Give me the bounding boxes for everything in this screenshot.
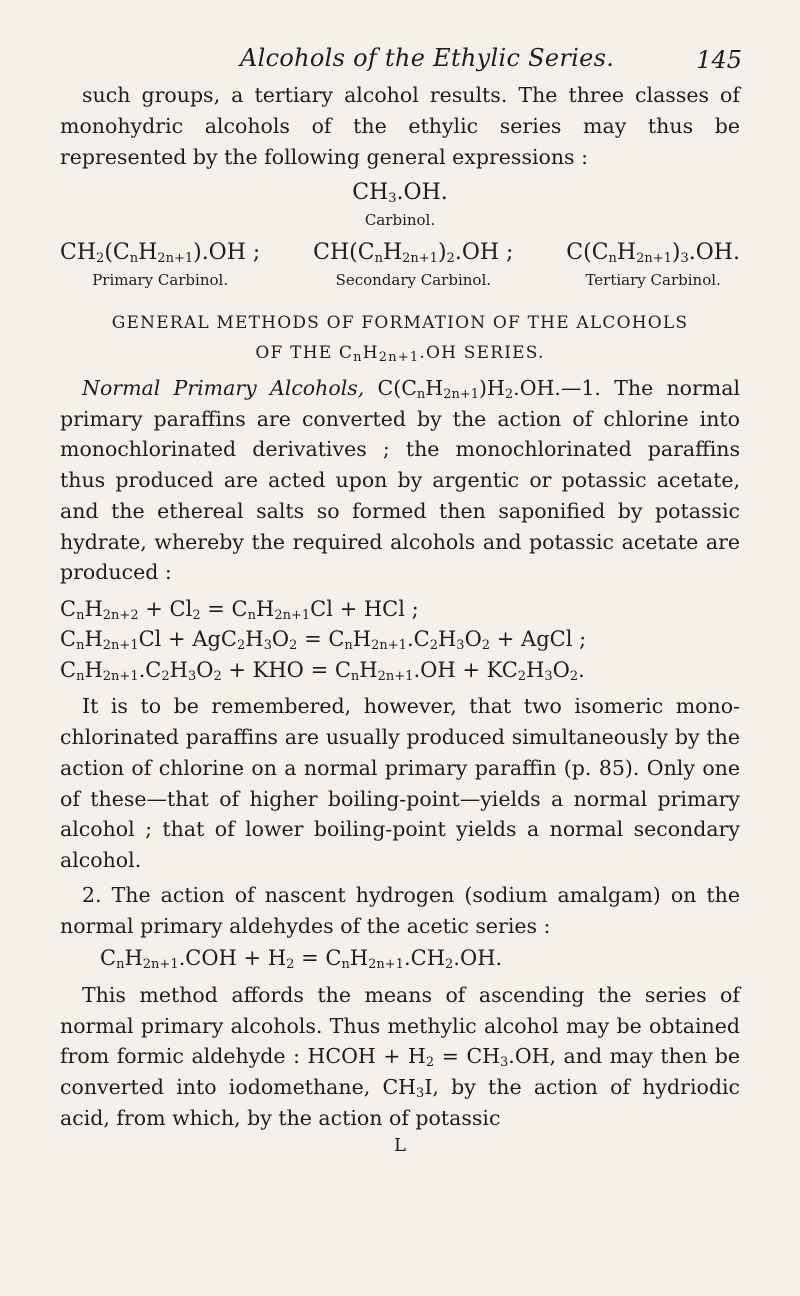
section-heading-line2: OF THE $C_nH_{2n+1}.OH$ SERIES. (255, 343, 545, 365)
intro-paragraph: such groups, a tertiary alcohol results. The three classes of monohydric alcohols of the ethylic series may thus be represented by the following general expressions : (60, 83, 740, 169)
carbinol-label: Carbinol. (364, 211, 436, 230)
secondary-carbinol-formula: $CH(C_nH_{2n+1})_2.OH$ ; (313, 239, 514, 266)
primary-alcohols-paragraph: Normal Primary Alcohols, $C(C_nH_{2n+1})H_2.OH.—1$. The normal primary paraffins are converted by the action of chlorine into monochlorinated derivatives ; the monochlorinated paraffins thus produced are acted upon by argentic or potassic acetate, and the ethereal salts so formed then saponified by potassic hydrate, whereby the required alcohols and potassic acetate are produced : (60, 375, 741, 585)
equation-chlorination: $C_nH_{2n+2} + Cl_2 = C_nH_{2n+1}Cl$ + HCl ; (60, 597, 419, 623)
primary-alcohols-title: Normal Primary Alcohols, (82, 375, 365, 400)
signature-mark: L (394, 1134, 406, 1156)
page-header (60, 40, 740, 80)
primary-carbinol (60, 236, 260, 292)
equation-aldehyde-reduction: $C_nH_{2n+1}.COH + H_2 = C_nH_{2n+1}.CH_2.OH$. (100, 946, 503, 973)
page-number: 145 (696, 46, 742, 74)
section-heading-line1: GENERAL METHODS OF FORMATION OF THE ALCOHOLS (111, 313, 689, 334)
secondary-carbinol (313, 236, 513, 292)
isomer-paragraph: It is to be remembered, however, that two isomeric mono-chlorinated paraffins are usually produced simultaneously by the action of chlorine on a normal primary paraffin (p. 85). Only one of these—that of higher boiling-point—yields a normal primary alcohol ; that of lower boiling-point yields a normal secondary alcohol. (60, 694, 740, 873)
carbinol-classes (60, 236, 740, 292)
page (60, 40, 740, 1159)
secondary-carbinol-label: Secondary Carbinol. (335, 270, 492, 289)
section-heading (60, 309, 740, 369)
tertiary-carbinol-label: Tertiary Carbinol. (585, 270, 721, 289)
nascent-hydrogen-paragraph: 2. The action of nascent hydrogen (sodium amalgam) on the normal primary aldehydes of the acetic series : (60, 882, 740, 938)
tertiary-carbinol (566, 236, 740, 292)
primary-carbinol-formula: $CH_2(C_nH_{2n+1}).OH$ ; (60, 239, 261, 266)
carbinol-formula: $CH_3.OH$. (352, 180, 448, 207)
equation-saponification: $C_nH_{2n+1}.C_2H_3O_2$ + KHO = $C_nH_{2n+1}.OH + KC_2H_3O_2$. (60, 657, 585, 684)
primary-alcohols-text: The normal primary paraffins are converted by the action of chlorine into monochlorinated derivatives ; the monochlorinated paraffins thus produced are acted upon by argentic or potassic acetate, and the ethereal salts so formed then saponified by potassic hydrate, whereby the required alcohols and potassic acetate are produced : (60, 375, 741, 585)
equations-block-1 (60, 594, 740, 685)
running-title: Alcohols of the Ethylic Series. (240, 44, 615, 72)
tertiary-carbinol-formula: $C(C_nH_{2n+1})_3.OH$. (566, 239, 740, 266)
ascending-series-paragraph: This method affords the means of ascending the series of normal primary alcohols. Thus methylic alcohol may be obtained from formic aldehyde : HCOH + $H_2 = CH_3.OH$, and may then be converted into iodomethane, $CH_3I$, by the action of hydriodic acid, from which, by the action of potassic (60, 982, 740, 1130)
equation-acetate: $C_nH_{2n+1}Cl + AgC_2H_3O_2 = C_nH_{2n+1}.C_2H_3O_2$ + AgCl ; (60, 627, 587, 654)
primary-carbinol-label: Primary Carbinol. (92, 270, 229, 289)
